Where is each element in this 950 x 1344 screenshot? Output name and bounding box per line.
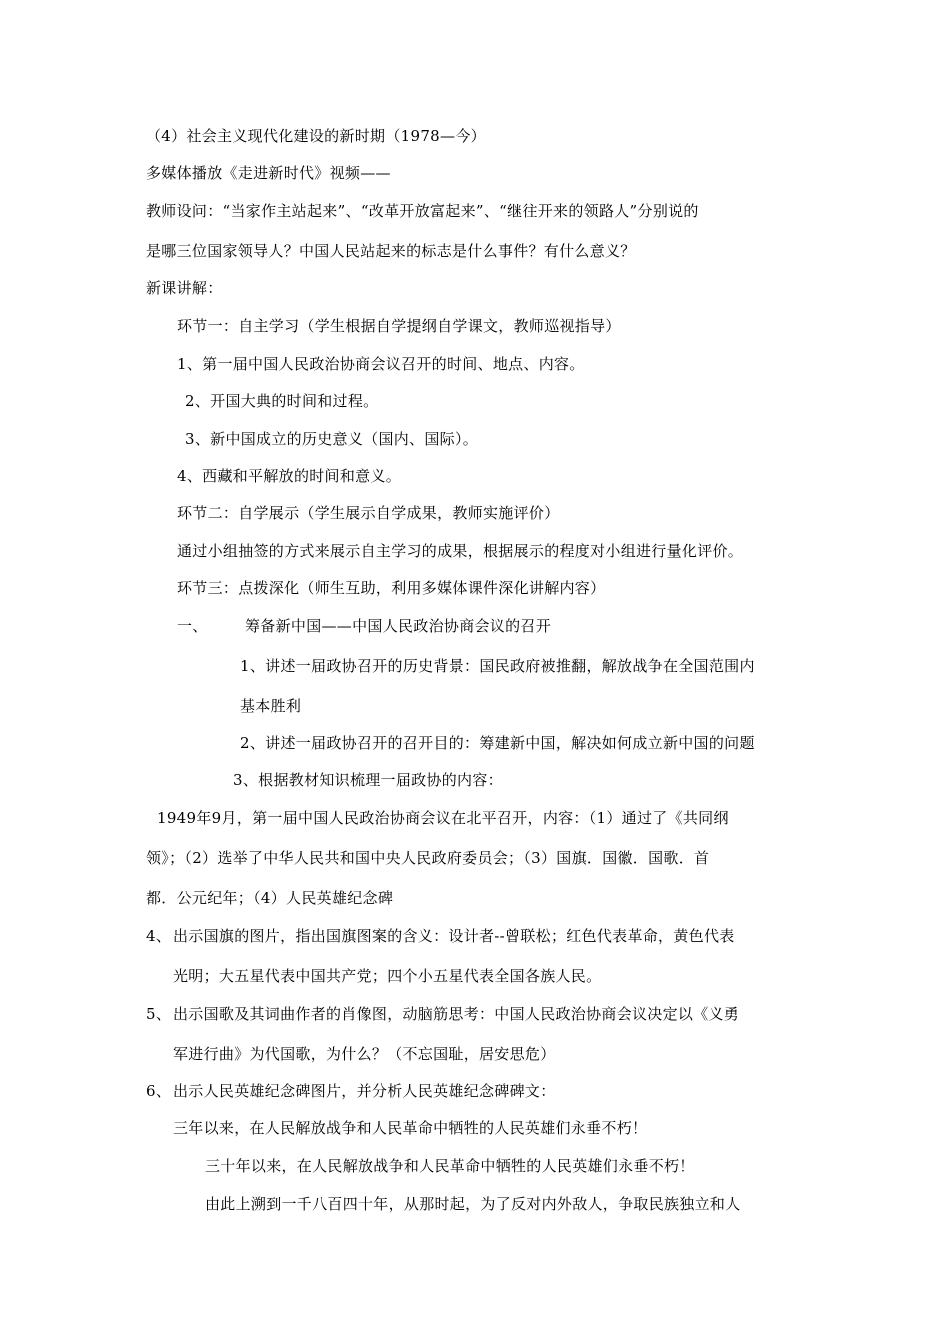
section-heading-new-era: （4）社会主义现代化建设的新时期（1978—今） [146,127,486,145]
section-one-title: 筹备新中国——中国人民政治协商会议的召开 [245,617,552,635]
item-5-text-line1: 出示国歌及其词曲作者的肖像图，动脑筋思考：中国人民政治协商会议决定以《义勇 [173,1005,740,1023]
item-5-number: 5、 [146,1005,172,1023]
paragraph-question-line1: 教师设问：“当家作主站起来”、“改革开放富起来”、“继往开来的领路人”分别说的 [146,202,699,220]
step1-heading: 环节一：自主学习（学生根据自学提纲自学课文，教师巡视指导） [177,317,621,335]
cppcc-content-line3: 都．公元纪年；（4）人民英雄纪念碑 [146,889,394,907]
cppcc-content-line1: 1949年9月，第一届中国人民政治协商会议在北平召开，内容：（1）通过了《共同纲 [157,809,729,827]
step2-paragraph: 通过小组抽签的方式来展示自主学习的成果，根据展示的程度对小组进行量化评价。 [177,542,744,560]
item-4-text-line1: 出示国旗的图片，指出国旗图案的含义：设计者--曾联松；红色代表革命，黄色代表 [173,927,735,945]
step2-heading: 环节二：自学展示（学生展示自学成果，教师实施评价） [177,504,560,522]
heading-new-lesson: 新课讲解： [146,279,223,297]
item-4-number: 4、 [146,927,172,945]
item-6-number: 6、 [146,1082,172,1100]
section-one-item-2: 2、讲述一届政协召开的召开目的：筹建新中国，解决如何成立新中国的问题 [240,734,755,752]
item-6-text: 出示人民英雄纪念碑图片，并分析人民英雄纪念碑碑文： [173,1082,556,1100]
step1-item-4: 4、西藏和平解放的时间和意义。 [177,467,402,485]
step1-item-2: 2、开国大典的时间和过程。 [185,392,379,410]
section-one-item-1-line1: 1、讲述一届政协召开的历史背景：国民政府被推翻，解放战争在全国范围内 [240,657,755,675]
cppcc-content-line2: 领》；（2）选举了中华人民共和国中央人民政府委员会；（3）国旗．国徽．国歌．首 [146,849,710,867]
section-one-item-1-line2: 基本胜利 [240,697,302,715]
section-one-number: 一、 [177,617,208,635]
inscription-line3: 由此上溯到一千八百四十年，从那时起，为了反对内外敌人，争取民族独立和人 [205,1195,741,1213]
paragraph-video: 多媒体播放《走进新时代》视频—— [146,164,391,182]
item-5-text-line2: 军进行曲》为代国歌，为什么？（不忘国耻，居安思危） [173,1045,556,1063]
section-one-item-3: 3、根据教材知识梳理一届政协的内容： [233,771,503,789]
step3-heading: 环节三：点拨深化（师生互助，利用多媒体课件深化讲解内容） [177,579,606,597]
item-4-text-line2: 光明；大五星代表中国共产党；四个小五星代表全国各族人民。 [173,967,602,985]
paragraph-question-line2: 是哪三位国家领导人？中国人民站起来的标志是什么事件？有什么意义？ [146,242,636,260]
step1-item-3: 3、新中国成立的历史意义（国内、国际）。 [185,430,479,448]
inscription-line2: 三十年以来，在人民解放战争和人民革命中牺牲的人民英雄们永垂不朽！ [205,1157,695,1175]
step1-item-1: 1、第一届中国人民政治协商会议召开的时间、地点、内容。 [177,355,585,373]
inscription-line1: 三年以来，在人民解放战争和人民革命中牺牲的人民英雄们永垂不朽！ [173,1119,648,1137]
